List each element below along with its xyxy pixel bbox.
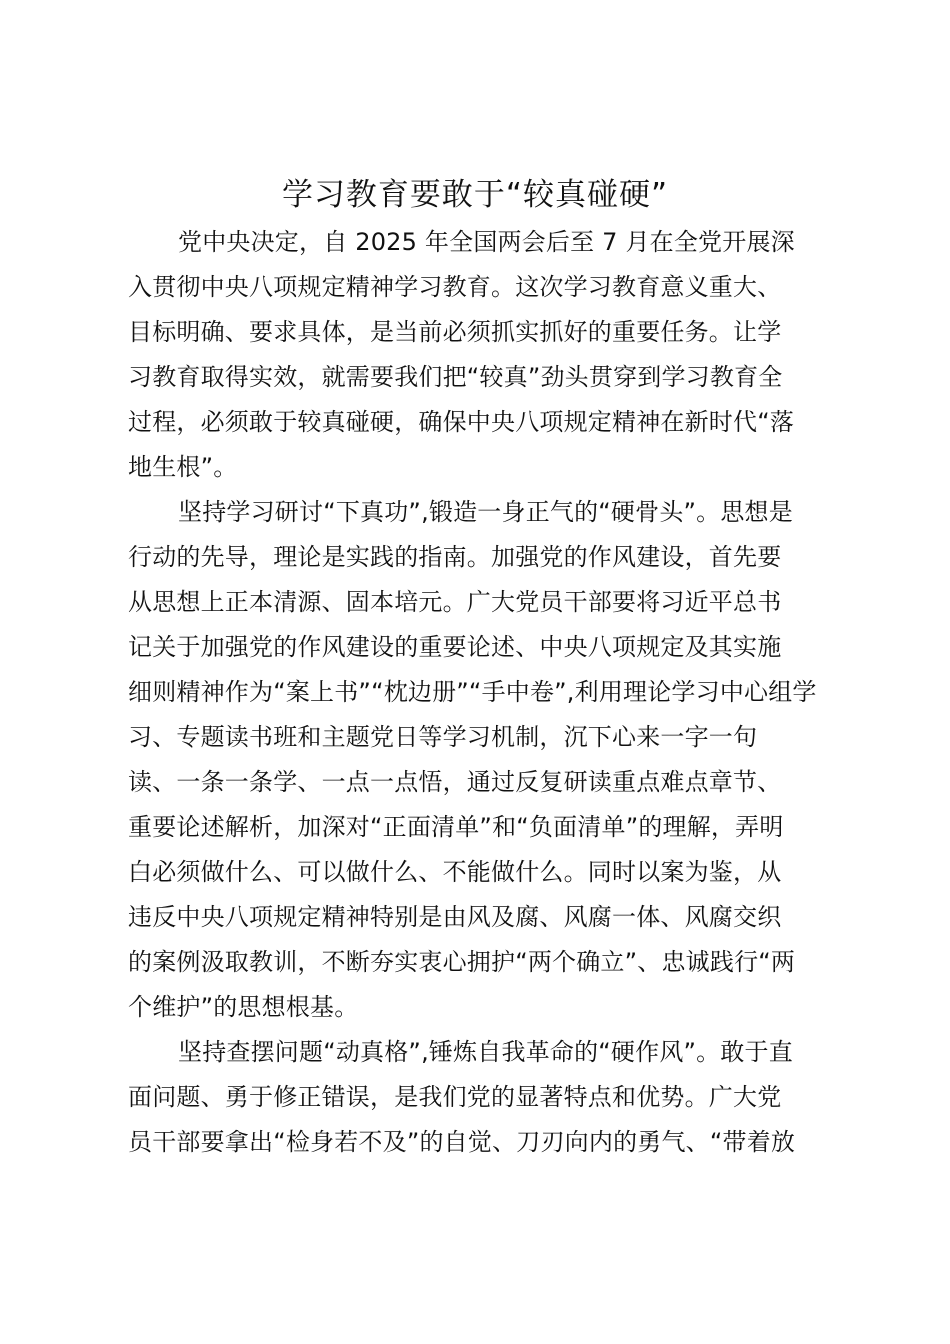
text-line: 行动的先导，理论是实践的指南。加强党的作风建设，首先要 — [128, 543, 782, 571]
document-title: 学习教育要敢于“较真碰硬” — [281, 177, 669, 213]
text-line: 习教育取得实效，就需要我们把“较真”劲头贯穿到学习教育全 — [128, 363, 783, 391]
paragraph-intro — [128, 220, 833, 490]
paragraph-study-discussion — [128, 490, 833, 1030]
text-line: 白必须做什么、可以做什么、不能做什么。同时以案为鉴，从 — [128, 858, 782, 886]
text-line: 读、一条一条学、一点一点悟，通过反复研读重点难点章节、 — [128, 768, 782, 796]
text-line: 从思想上正本清源、固本培元。广大党员干部要将习近平总书 — [128, 588, 782, 616]
text-line: 面问题、勇于修正错误，是我们党的显著特点和优势。广大党 — [128, 1083, 782, 1111]
text-line: 过程，必须敢于较真碰硬，确保中央八项规定精神在新时代“落 — [128, 408, 795, 436]
text-line: 的案例汲取教训，不断夯实衷心拥护“两个确立”、忠诚践行“两 — [128, 948, 796, 976]
text-line: 坚持查摆问题“动真格”,锤炼自我革命的“硬作风”。敢于直 — [178, 1038, 793, 1066]
text-line: 个维护”的思想根基。 — [128, 993, 359, 1021]
text-line: 细则精神作为“案上书”“枕边册”“手中卷”,利用理论学习中心组学 — [128, 678, 817, 706]
text-line: 坚持学习研讨“下真功”,锻造一身正气的“硬骨头”。思想是 — [178, 498, 793, 526]
document-body — [128, 220, 833, 1165]
text-line: 地生根”。 — [128, 453, 238, 481]
text-line: 违反中央八项规定精神特别是由风及腐、风腐一体、风腐交织 — [128, 903, 782, 931]
text-line: 入贯彻中央八项规定精神学习教育。这次学习教育意义重大、 — [128, 273, 782, 301]
text-line: 记关于加强党的作风建设的重要论述、中央八项规定及其实施 — [128, 633, 782, 661]
text-line: 重要论述解析，加深对“正面清单”和“负面清单”的理解，弄明 — [128, 813, 784, 841]
paragraph-problem-checking — [128, 1030, 833, 1165]
text-line: 党中央决定，自 2025 年全国两会后至 7 月在全党开展深 — [178, 228, 795, 256]
text-line: 员干部要拿出“检身若不及”的自觉、刀刃向内的勇气、“带着放 — [128, 1128, 796, 1156]
text-line: 习、专题读书班和主题党日等学习机制，沉下心来一字一句 — [128, 723, 758, 751]
text-line: 目标明确、要求具体，是当前必须抓实抓好的重要任务。让学 — [128, 318, 782, 346]
